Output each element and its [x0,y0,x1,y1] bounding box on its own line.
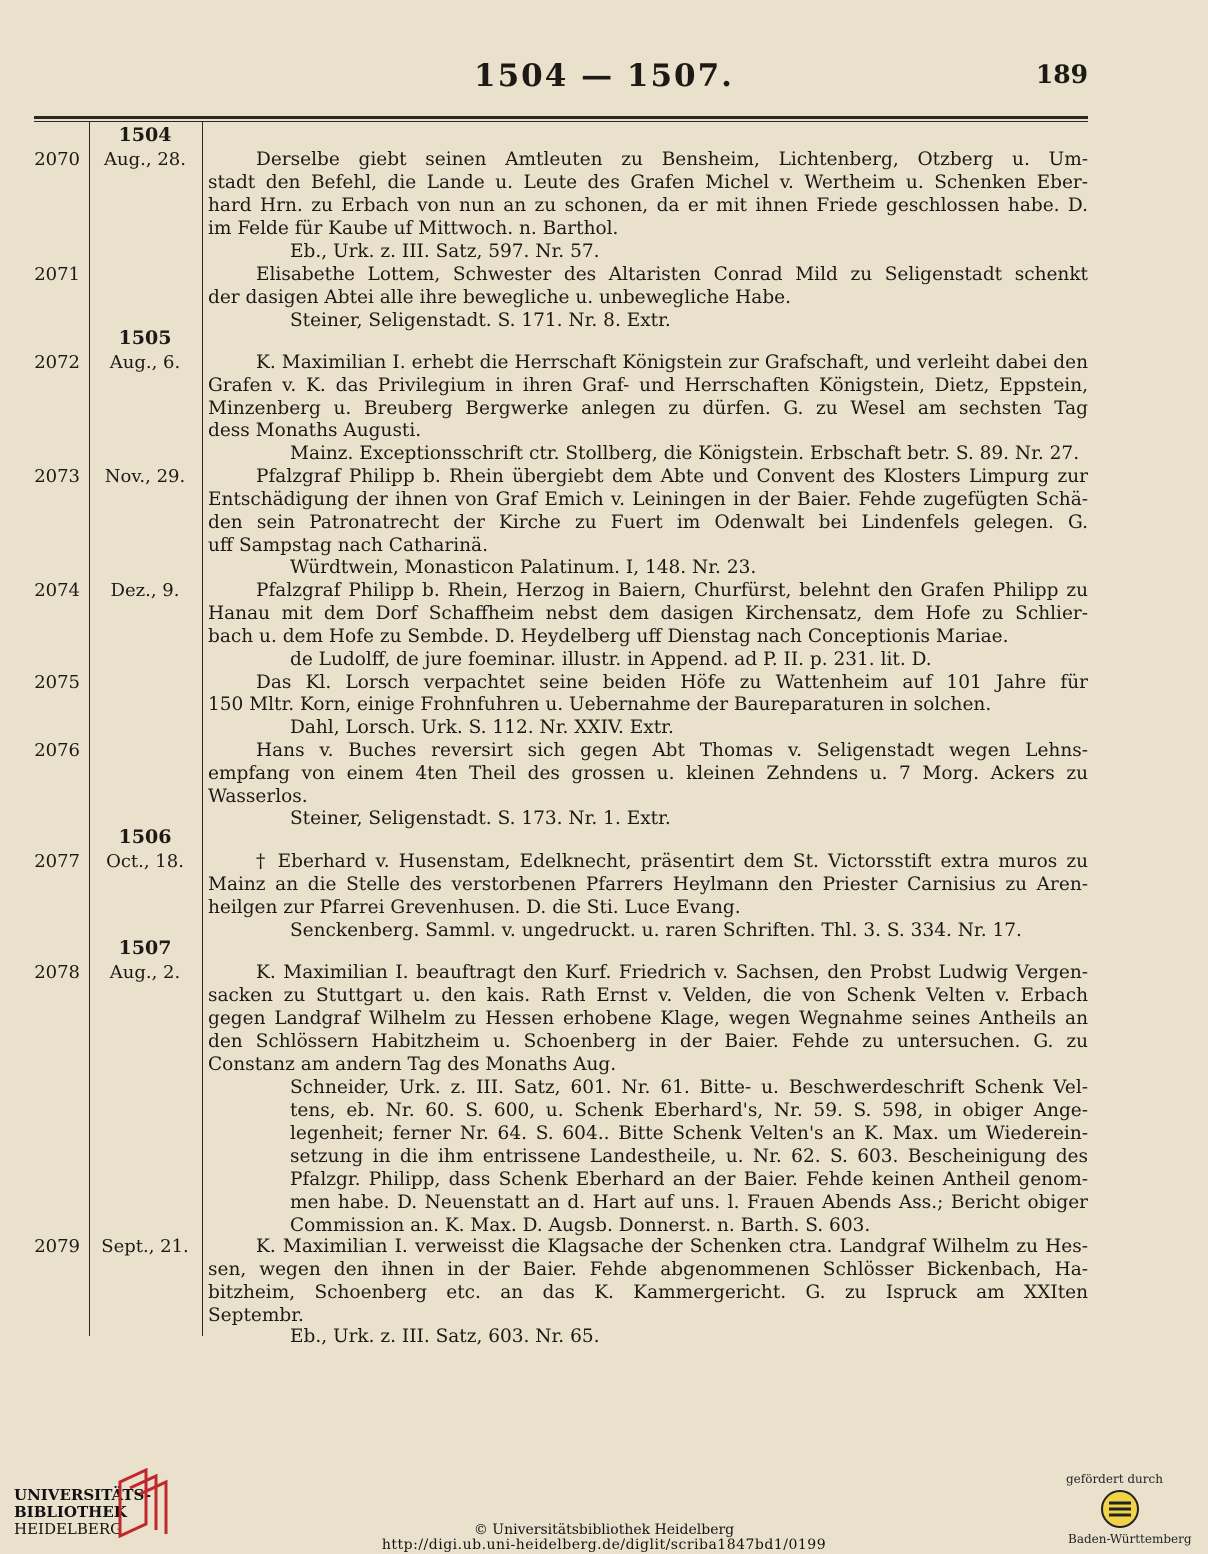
entry-source: Commission an. K. Max. D. Augsb. Donnerst. n. Barth. S. 603. [290,1215,871,1236]
entry-line: der dasigen Abtei alle ihre bewegliche u. unbewegliche Habe. [208,287,792,308]
entry-source: de Ludolff, de jure foeminar. illustr. in Append. ad P. II. p. 231. lit. D. [290,649,932,670]
entry-source: Eb., Urk. z. III. Satz, 597. Nr. 57. [290,241,600,262]
entry-line: † Eberhard v. Husenstam, Edelknecht, präsentirt dem St. Victorsstift extra muros zu [256,851,1088,872]
funder-name: Baden-Württemberg [1068,1532,1192,1546]
entry-line: K. Maximilian I. verweisst die Klagsache der Schenken ctra. Landgraf Wilhelm zu Hes- [256,1236,1088,1257]
entry-line: Wasserlos. [208,786,308,807]
entry-date: Aug., 6. [109,352,181,373]
entry-date: Oct., 18. [106,851,184,872]
entry-line: K. Maximilian I. erhebt die Herrschaft Königstein zur Grafschaft, und verleiht dabei den [256,352,1088,373]
entry-source: tens, eb. Nr. 60. S. 600, u. Schenk Eberhard's, Nr. 59. S. 598, in obiger Ange- [290,1100,1088,1121]
entry-source: Mainz. Exceptionsschrift ctr. Stollberg, die Königstein. Erbschaft betr. S. 89. Nr. 27. [290,443,1080,464]
funded-by-label: gefördert durch [1066,1472,1163,1486]
entry-source: Steiner, Seligenstadt. S. 171. Nr. 8. Extr. [290,310,671,331]
entry-source: Würdtwein, Monasticon Palatinum. I, 148. Nr. 23. [290,557,757,578]
copyright-notice: © Universitätsbibliothek Heidelberg [473,1522,735,1538]
entry-number: 2079 [34,1236,80,1257]
entry-line: Hans v. Buches reversirt sich gegen Abt Thomas v. Seligenstadt wegen Lehns- [256,740,1088,761]
entry-line: Derselbe giebt seinen Amtleuten zu Bensheim, Lichtenberg, Otzberg u. Um- [256,149,1088,170]
year-heading: 1504 [118,124,172,146]
permalink[interactable]: http://digi.ub.uni-heidelberg.de/diglit/scriba1847bd1/0199 [381,1537,827,1553]
coat-of-arms-icon [1100,1489,1140,1529]
entry-line: uff Sampstag nach Catharinä. [208,535,488,556]
entry-line: hard Hrn. zu Erbach von nun an zu schonen, da er mit ihnen Friede geschlossen habe. D. [208,195,1088,216]
entry-line: bitzheim, Schoenberg etc. an das K. Kammergericht. G. zu Ispruck am XXIten [208,1282,1088,1303]
entry-number: 2076 [34,740,80,761]
entry-line: Entschädigung der ihnen von Graf Emich v. Leiningen in der Baier. Fehde zugefügten Schä- [208,489,1088,510]
year-heading: 1506 [118,826,172,848]
entry-line: Grafen v. K. das Privilegium in ihren Graf- und Herrschaften Königstein, Dietz, Eppstein, [208,375,1088,396]
column-divider-number [89,122,90,1336]
header-rule-thin [34,121,1088,122]
entry-line: bach u. dem Hofe zu Sembde. D. Heydelberg uff Dienstag nach Conceptionis Mariae. [208,626,1009,647]
entry-line: Minzenberg u. Breuberg Bergwerke anlegen zu dürfen. G. zu Wesel am sechsten Tag [208,398,1088,419]
entry-source: Dahl, Lorsch. Urk. S. 112. Nr. XXIV. Extr. [290,717,674,738]
entry-source: setzung in die ihm entrissene Landestheile, u. Nr. 62. S. 603. Bescheinigung des [290,1146,1088,1167]
entry-date: Dez., 9. [110,580,180,601]
entry-line: dess Monaths Augusti. [208,420,422,441]
column-divider-date [202,122,203,1336]
entry-number: 2073 [34,466,80,487]
header-rule-thick [34,116,1088,119]
entry-source: Pfalzgr. Philipp, dass Schenk Eberhard an der Baier. Fehde keinen Antheil genom- [290,1169,1088,1190]
entry-source: men habe. D. Neuenstatt an d. Hart auf uns. l. Frauen Abends Ass.; Bericht obiger [290,1192,1088,1213]
entry-line: Mainz an die Stelle des verstorbenen Pfarrers Heylmann den Priester Carnisius zu Aren- [208,874,1088,895]
entry-number: 2077 [34,851,80,872]
entry-source: Steiner, Seligenstadt. S. 173. Nr. 1. Extr. [290,808,671,829]
entry-line: gegen Landgraf Wilhelm zu Hessen erhobene Klage, wegen Wegnahme seines Antheils an [208,1008,1088,1029]
entry-source: legenheit; ferner Nr. 64. S. 604.. Bitte Schenk Velten's an K. Max. um Wiederein- [290,1123,1088,1144]
entry-number: 2070 [34,149,80,170]
entry-number: 2072 [34,352,80,373]
entry-number: 2074 [34,580,80,601]
entry-line: Septembr. [208,1305,304,1326]
year-heading: 1505 [118,327,172,349]
page-title: 1504 — 1507. [474,58,734,94]
year-heading: 1507 [118,937,172,959]
entry-source: Schneider, Urk. z. III. Satz, 601. Nr. 61. Bitte- u. Beschwerdeschrift Schenk Vel- [290,1077,1088,1098]
entry-line: stadt den Befehl, die Lande u. Leute des Grafen Michel v. Wertheim u. Schenken Eber- [208,172,1088,193]
entry-line: Pfalzgraf Philipp b. Rhein übergiebt dem Abte und Convent des Klosters Limpurg zur [256,466,1088,487]
page-number: 189 [1035,60,1088,89]
entry-number: 2078 [34,962,80,983]
entry-line: Elisabethe Lottem, Schwester des Altaristen Conrad Mild zu Seligenstadt schenkt [256,264,1088,285]
entry-date: Aug., 28. [104,149,186,170]
entry-line: Pfalzgraf Philipp b. Rhein, Herzog in Baiern, Churfürst, belehnt den Grafen Philipp zu [256,580,1088,601]
entry-line: Constanz am andern Tag des Monaths Aug. [208,1054,617,1075]
entry-source: Senckenberg. Samml. v. ungedruckt. u. raren Schriften. Thl. 3. S. 334. Nr. 17. [290,920,1022,941]
entry-line: Das Kl. Lorsch verpachtet seine beiden Höfe zu Wattenheim auf 101 Jahre für [256,672,1088,693]
entry-date: Sept., 21. [101,1236,189,1257]
library-name: UNIVERSITÄTS- BIBLIOTHEK HEIDELBERG [14,1486,152,1538]
entry-line: sen, wegen den ihnen in der Baier. Fehde abgenommenen Schlösser Bickenbach, Ha- [208,1259,1088,1280]
entry-number: 2075 [34,672,80,693]
entry-source: Eb., Urk. z. III. Satz, 603. Nr. 65. [290,1326,600,1347]
entry-line: den sein Patronatrecht der Kirche zu Fuert im Odenwalt bei Lindenfels gelegen. G. [208,512,1088,533]
entry-line: 150 Mltr. Korn, einige Frohnfuhren u. Uebernahme der Baureparaturen in solchen. [208,694,992,715]
entry-number: 2071 [34,264,80,285]
entry-line: den Schlössern Habitzheim u. Schoenberg in der Baier. Fehde zu untersuchen. G. zu [208,1031,1088,1052]
entry-line: empfang von einem 4ten Theil des grossen u. kleinen Zehndens u. 7 Morg. Ackers zu [208,763,1088,784]
entry-line: Hanau mit dem Dorf Schaffheim nebst dem dasigen Kirchensatz, dem Hofe zu Schlier- [208,603,1088,624]
entry-line: sacken zu Stuttgart u. den kais. Rath Ernst v. Velden, die von Schenk Velten v. Erbach [208,985,1088,1006]
entry-date: Nov., 29. [104,466,186,487]
entry-line: heilgen zur Pfarrei Grevenhusen. D. die Sti. Luce Evang. [208,897,741,918]
entry-line: im Felde für Kaube uf Mittwoch. n. Barthol. [208,218,619,239]
entry-line: K. Maximilian I. beauftragt den Kurf. Friedrich v. Sachsen, den Probst Ludwig Vergen- [256,962,1088,983]
entry-date: Aug., 2. [109,962,181,983]
